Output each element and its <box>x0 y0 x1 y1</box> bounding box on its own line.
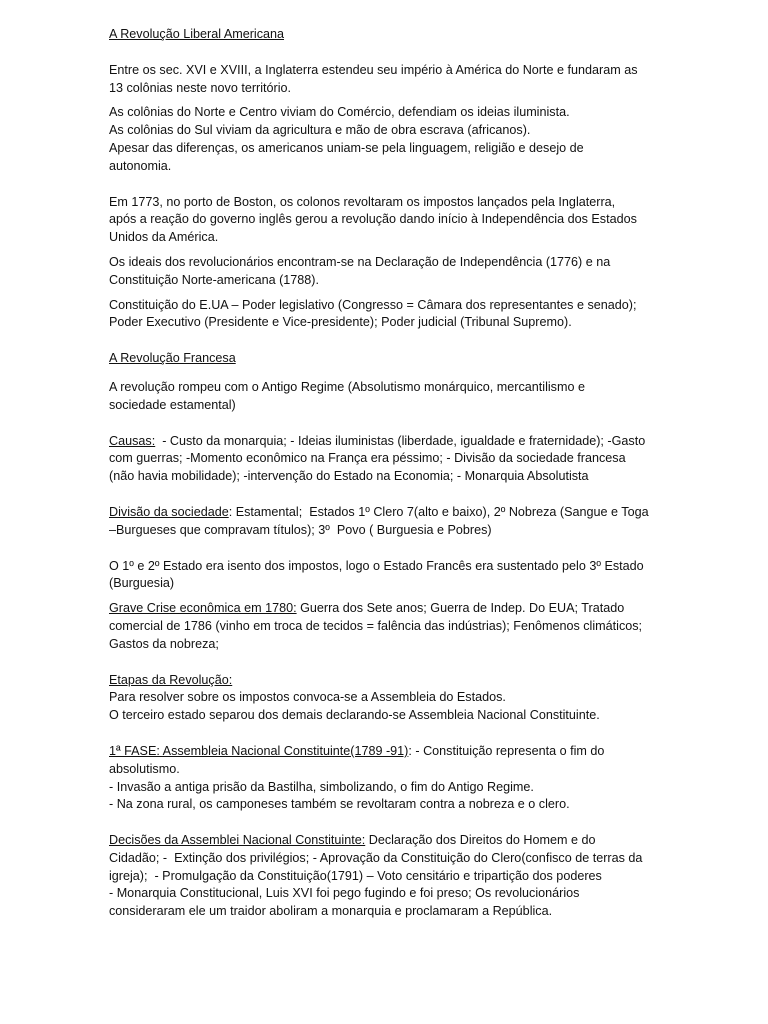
text-line: (Burguesia) <box>109 576 175 591</box>
text-line: Entre os sec. XVI e XVIII, a Inglaterra estendeu seu império à América do Norte e fundaram as <box>109 62 638 77</box>
paragraph-ideals <box>109 254 708 290</box>
text-line: Constituição do E.UA – Poder legislativo (Congresso = Câmara dos representantes e senado); <box>109 297 637 312</box>
text-line: comercial de 1786 (vinho em troca de tecidos = falência das indústrias); Fenômenos climáticos; <box>109 618 643 633</box>
paragraph-society-division <box>109 504 708 540</box>
text-line: As colônias do Sul viviam da agricultura e mão de obra escrava (africanos). <box>109 123 531 138</box>
text-line: 13 colônias neste novo território. <box>109 80 292 95</box>
paragraph-colonies-economy <box>109 104 708 175</box>
causes-label: Causas: <box>109 433 156 448</box>
text-line: Apesar das diferenças, os americanos uniam-se pela linguagem, religião e desejo de <box>109 140 584 155</box>
paragraph-colonies-intro <box>109 62 708 98</box>
text-line: sociedade estamental) <box>109 397 236 412</box>
paragraph-first-phase <box>109 743 708 814</box>
first-phase-text: : - Constituição representa o fim do <box>408 743 605 758</box>
causes-text: - Custo da monarquia; - Ideias iluministas (liberdade, igualdade e fraternidade); -Gasto <box>155 433 646 448</box>
text-line: após a reação do governo inglês gerou a revolução dando início à Independência dos Estados <box>109 212 637 227</box>
paragraph-stages <box>109 672 708 725</box>
paragraph-economic-crisis <box>109 600 708 653</box>
text-line <box>109 504 708 522</box>
text-line: Os ideais dos revolucionários encontram-se na Declaração de Independência (1776) e na <box>109 254 611 269</box>
text-line <box>109 743 708 761</box>
text-line: –Burgueses que compravam títulos); 3º Povo ( Burguesia e Pobres) <box>109 522 492 537</box>
paragraph-boston <box>109 194 708 247</box>
assembly-decisions-label: Decisões da Assemblei Nacional Constituinte: <box>109 833 366 848</box>
economic-crisis-label: Grave Crise econômica em 1780: <box>109 601 297 616</box>
text-line: com guerras; -Momento econômico na França era péssimo; - Divisão da sociedade francesa <box>109 451 626 466</box>
stages-label: Etapas da Revolução: <box>109 672 233 687</box>
paragraph-old-regime <box>109 379 708 415</box>
text-line: O terceiro estado separou dos demais declarando-se Assembleia Nacional Constituinte. <box>109 708 600 723</box>
text-line: A revolução rompeu com o Antigo Regime (Absolutismo monárquico, mercantilismo e <box>109 379 585 394</box>
text-line <box>109 600 708 618</box>
text-line: autonomia. <box>109 158 172 173</box>
text-line: Cidadão; - Extinção dos privilégios; - Aprovação da Constituição do Clero(confisco de terras da <box>109 850 643 865</box>
paragraph-causes <box>109 433 708 486</box>
text-line: Gastos da nobreza; <box>109 636 219 651</box>
paragraph-assembly-decisions <box>109 832 708 921</box>
assembly-decisions-text: Declaração dos Direitos do Homem e do <box>365 833 596 848</box>
economic-crisis-text: Guerra dos Sete anos; Guerra de Indep. Do EUA; Tratado <box>296 601 625 616</box>
text-line: Para resolver sobre os impostos convoca-se a Assembleia do Estados. <box>109 690 506 705</box>
section-title-american-revolution: A Revolução Liberal Americana <box>109 27 285 41</box>
section-title-french-revolution: A Revolução Francesa <box>109 351 236 366</box>
text-line: Em 1773, no porto de Boston, os colonos revoltaram os impostos lançados pela Inglaterra, <box>109 194 616 209</box>
text-line: O 1º e 2º Estado era isento dos impostos, logo o Estado Francês era sustentado pelo 3º Estado <box>109 558 644 573</box>
text-line: - Monarquia Constitucional, Luis XVI foi pego fugindo e foi preso; Os revolucionários <box>109 886 580 901</box>
first-phase-label: 1ª FASE: Assembleia Nacional Constituinte(1789 -91) <box>109 743 409 758</box>
text-line: Unidos da América. <box>109 230 219 245</box>
text-line <box>109 832 708 850</box>
text-line: absolutismo. <box>109 761 180 776</box>
paragraph-tax-exemption <box>109 558 708 594</box>
text-line: As colônias do Norte e Centro viviam do Comércio, defendiam os ideias iluminista. <box>109 105 570 120</box>
text-line: - Invasão a antiga prisão da Bastilha, simbolizando, o fim do Antigo Regime. <box>109 779 534 794</box>
text-line: - Na zona rural, os camponeses também se revoltaram contra a nobreza e o clero. <box>109 797 570 812</box>
text-line: consideraram ele um traidor aboliram a monarquia e proclamaram a República. <box>109 904 553 919</box>
text-line: Constituição Norte-americana (1788). <box>109 272 319 287</box>
text-line: igreja); - Promulgação da Constituição(1791) – Voto censitário e tripartição dos poderes <box>109 868 602 883</box>
society-division-text: : Estamental; Estados 1º Clero 7(alto e baixo), 2º Nobreza (Sangue e Toga <box>228 504 649 519</box>
text-line: (não havia mobilidade); -intervenção do Estado na Economia; - Monarquia Absolutista <box>109 469 589 484</box>
paragraph-constitution <box>109 297 708 333</box>
text-line: Poder Executivo (Presidente e Vice-presidente); Poder judicial (Tribunal Supremo). <box>109 315 572 330</box>
society-division-label: Divisão da sociedade <box>109 504 229 519</box>
text-line <box>109 433 708 451</box>
